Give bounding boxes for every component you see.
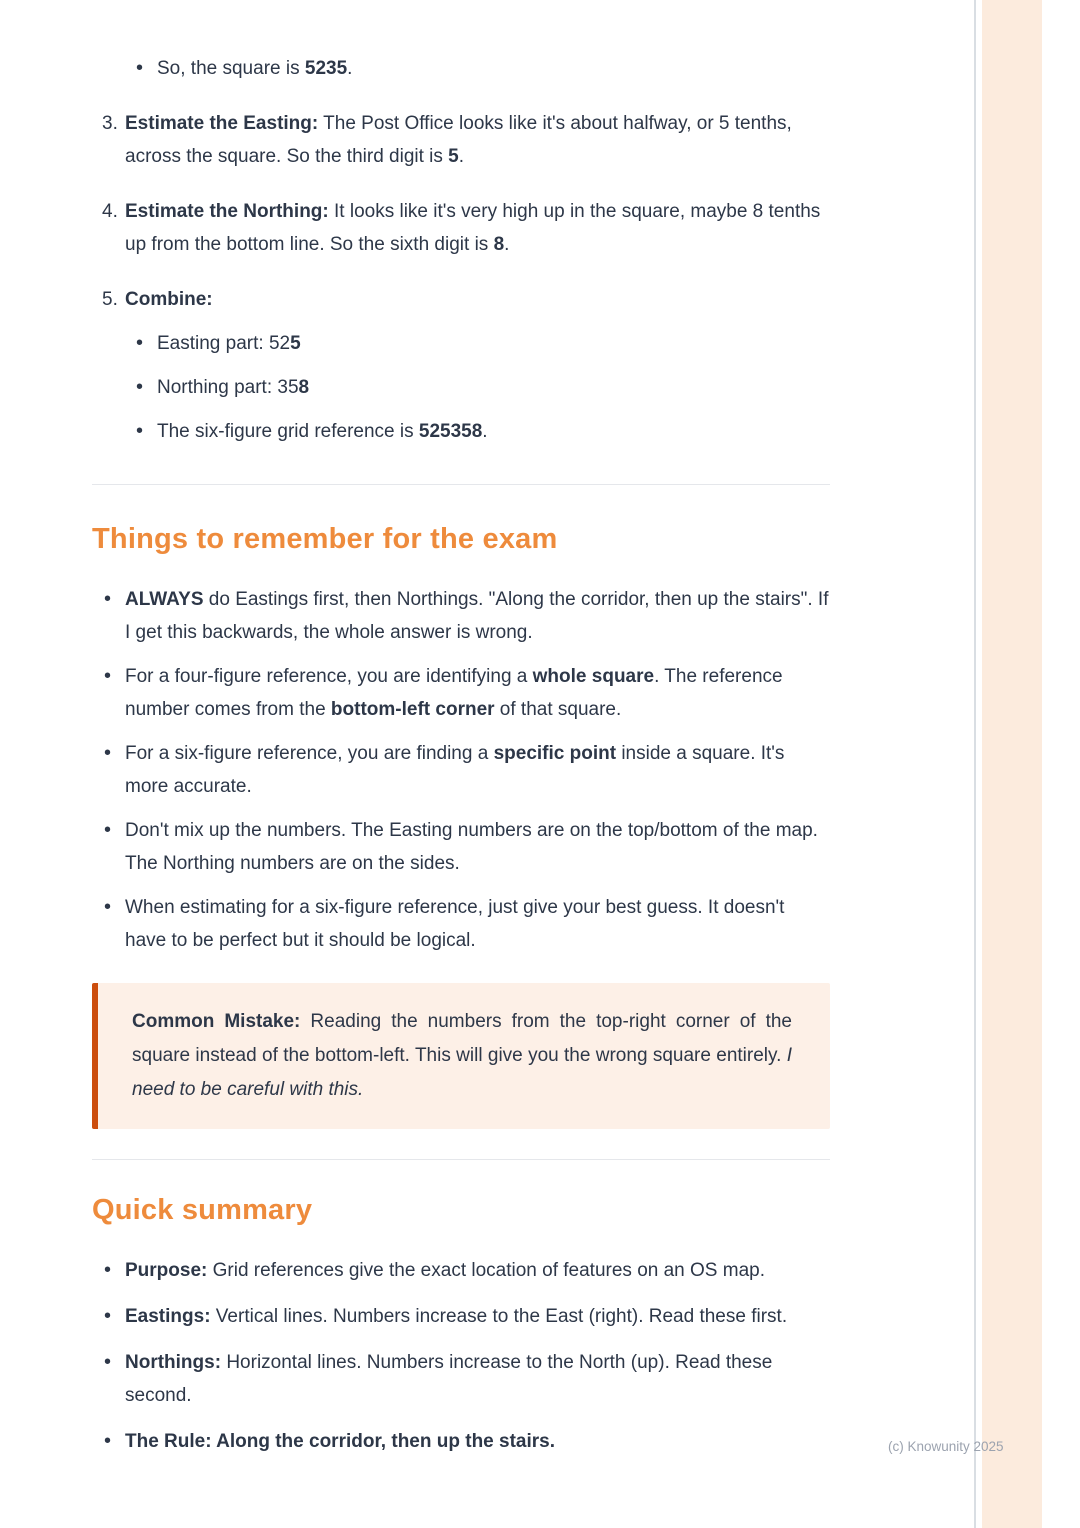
page-edge-line	[974, 0, 976, 1528]
copyright-watermark: (c) Knowunity 2025	[888, 1439, 1004, 1454]
list-item	[92, 583, 830, 649]
list-item	[92, 1300, 830, 1333]
intro-sublist	[125, 52, 830, 85]
list-item	[92, 1346, 830, 1412]
step-text: Combine:	[125, 289, 213, 310]
list-item	[92, 737, 830, 803]
step-text: Estimate the Northing: It looks like it's very high up in the square, maybe 8 tenths up from the bottom line. So the sixth digit is 8.	[125, 201, 821, 255]
list-item-text: Don't mix up the numbers. The Easting numbers are on the top/bottom of the map. The Northing numbers are on the sides.	[125, 820, 818, 874]
list-item-text: Easting part: 525	[157, 333, 301, 354]
list-item-text: Eastings: Vertical lines. Numbers increase to the East (right). Read these first.	[125, 1306, 788, 1327]
list-item-text: Northing part: 358	[157, 377, 310, 398]
document-content	[92, 0, 830, 1458]
list-item-text: ALWAYS do Eastings first, then Northings. "Along the corridor, then up the stairs". If I get this backwards, the whole answer is wrong.	[125, 589, 829, 643]
callout-text: Common Mistake: Reading the numbers from the top-right corner of the square instead of the bottom-left. This will give you the wrong square entirely. I need to be careful with this.	[132, 1011, 792, 1100]
list-item	[125, 327, 830, 360]
divider	[92, 1159, 830, 1160]
page-edge-strip	[982, 0, 1042, 1528]
list-item-text: The six-figure grid reference is 525358.	[157, 421, 488, 442]
list-item-text: For a four-figure reference, you are identifying a whole square. The reference number comes from the bottom-left corner of that square.	[125, 666, 783, 720]
section-title-summary: Quick summary	[92, 1194, 313, 1226]
list-item-text: When estimating for a six-figure reference, just give your best guess. It doesn't have to be perfect but it should be logical.	[125, 897, 785, 951]
list-item-text: So, the square is 5235.	[157, 58, 353, 79]
step-number: 5.	[102, 289, 118, 310]
list-item	[92, 660, 830, 726]
callout-common-mistake	[92, 983, 830, 1129]
numbered-step-5	[92, 283, 830, 448]
list-item	[92, 891, 830, 957]
list-item	[92, 814, 830, 880]
numbered-step-4	[92, 195, 830, 261]
remember-list	[92, 583, 830, 957]
list-item	[125, 52, 830, 85]
list-item	[125, 415, 830, 448]
section-title-remember: Things to remember for the exam	[92, 523, 558, 555]
list-item	[92, 1425, 830, 1458]
list-item-text: For a six-figure reference, you are finding a specific point inside a square. It's more accurate.	[125, 743, 785, 797]
list-item-text: Purpose: Grid references give the exact location of features on an OS map.	[125, 1260, 765, 1281]
numbered-step-3	[92, 107, 830, 173]
list-item-text: The Rule: Along the corridor, then up the stairs.	[125, 1431, 555, 1452]
step-text: Estimate the Easting: The Post Office looks like it's about halfway, or 5 tenths, across the square. So the third digit is 5.	[125, 113, 792, 167]
step-number: 4.	[102, 201, 118, 222]
list-item-text: Northings: Horizontal lines. Numbers increase to the North (up). Read these second.	[125, 1352, 773, 1406]
summary-list	[92, 1254, 830, 1458]
list-item	[92, 1254, 830, 1287]
combine-sublist	[125, 327, 830, 448]
list-item	[125, 371, 830, 404]
step-number: 3.	[102, 113, 118, 134]
divider	[92, 484, 830, 485]
